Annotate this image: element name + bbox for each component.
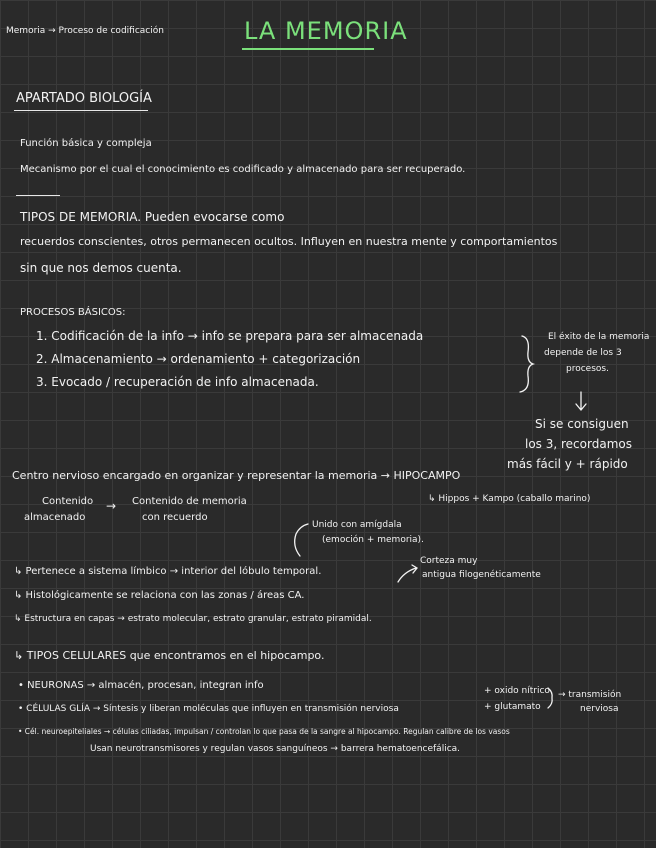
- types-line: recuerdos conscientes, otros permanecen ocultos. Influyen en nuestra mente y comportamientos: [20, 235, 558, 248]
- processes-heading: PROCESOS BÁSICOS:: [20, 307, 126, 318]
- process-result: Si se consiguen: [535, 417, 629, 431]
- curve-arrow-amygdala: [295, 524, 308, 556]
- divider: [16, 195, 60, 196]
- etymology: ↳ Hippos + Kampo (caballo marino): [428, 494, 591, 504]
- glia-option: + oxido nítrico: [484, 686, 550, 696]
- content-label: Contenido: [42, 496, 94, 507]
- bullet-item: Mecanismo por el cual el conocimiento es codificado y almacenado para ser recuperado.: [20, 164, 466, 175]
- process-note: depende de los 3: [544, 348, 622, 358]
- cortex-note: Corteza muy: [420, 556, 478, 566]
- hippocampus-line: Centro nervioso encargado en organizar y representar la memoria → HIPOCAMPO: [12, 469, 461, 482]
- section-heading-biology: APARTADO BIOLOGÍA: [16, 91, 152, 106]
- content-value: con recuerdo: [142, 512, 208, 523]
- cells-heading: ↳ TIPOS CELULARES que encontramos en el hipocampo.: [14, 649, 325, 662]
- title-underline: [242, 48, 374, 50]
- down-arrow-icon: [576, 392, 586, 410]
- amygdala-note: (emoción + memoria).: [322, 535, 424, 545]
- content-value: Contenido de memoria: [132, 496, 247, 507]
- process-item: 1. Codificación de la info → info se prepara para ser almacenada: [36, 329, 424, 343]
- glia-result: → transmisión: [558, 690, 622, 700]
- glia-option: + glutamato: [484, 702, 541, 712]
- cell-item: • Cél. neuroepiteliales → células ciliadas, impulsan / controlan lo que pasa de la sangre al hipocampo. Regulan calibre de los vasos: [18, 727, 510, 736]
- glia-result: nerviosa: [580, 704, 619, 714]
- cortex-note: antigua filogenéticamente: [422, 570, 541, 580]
- content-label: almacenado: [24, 512, 86, 523]
- cell-item: • NEURONAS → almacén, procesan, integran info: [18, 680, 264, 691]
- breadcrumb: Memoria → Proceso de codificación: [6, 26, 164, 36]
- process-note: procesos.: [566, 364, 609, 374]
- arrow-icon: →: [106, 499, 117, 513]
- process-item: 3. Evocado / recuperación de info almacenada.: [36, 375, 319, 389]
- heading-underline: [14, 110, 148, 111]
- process-item: 2. Almacenamiento → ordenamiento + categorización: [36, 352, 361, 366]
- process-result: más fácil y + rápido: [507, 457, 628, 471]
- page-title: LA MEMORIA: [244, 17, 408, 45]
- types-line: TIPOS DE MEMORIA. Pueden evocarse como: [20, 210, 285, 224]
- hippocampus-fact: ↳ Histológicamente se relaciona con las zonas / áreas CA.: [14, 590, 305, 601]
- cell-item: • CÉLULAS GLÍA → Síntesis y liberan moléculas que influyen en transmisión nerviosa: [18, 704, 399, 714]
- process-note: El éxito de la memoria: [548, 332, 650, 342]
- process-result: los 3, recordamos: [525, 437, 632, 451]
- types-line: sin que nos demos cuenta.: [20, 261, 182, 275]
- hippocampus-fact: ↳ Pertenece a sistema límbico → interior del lóbulo temporal.: [14, 566, 322, 577]
- brace-processes: [520, 336, 533, 392]
- hippocampus-fact: ↳ Estructura en capas → estrato molecular, estrato granular, estrato piramidal.: [14, 614, 372, 624]
- bullet-item: Función básica y compleja: [20, 138, 152, 149]
- cell-item-continued: Usan neurotransmisores y regulan vasos sanguíneos → barrera hematoencefálica.: [90, 744, 461, 754]
- amygdala-note: Unido con amígdala: [312, 520, 402, 530]
- curve-arrow-cortex: [398, 565, 417, 582]
